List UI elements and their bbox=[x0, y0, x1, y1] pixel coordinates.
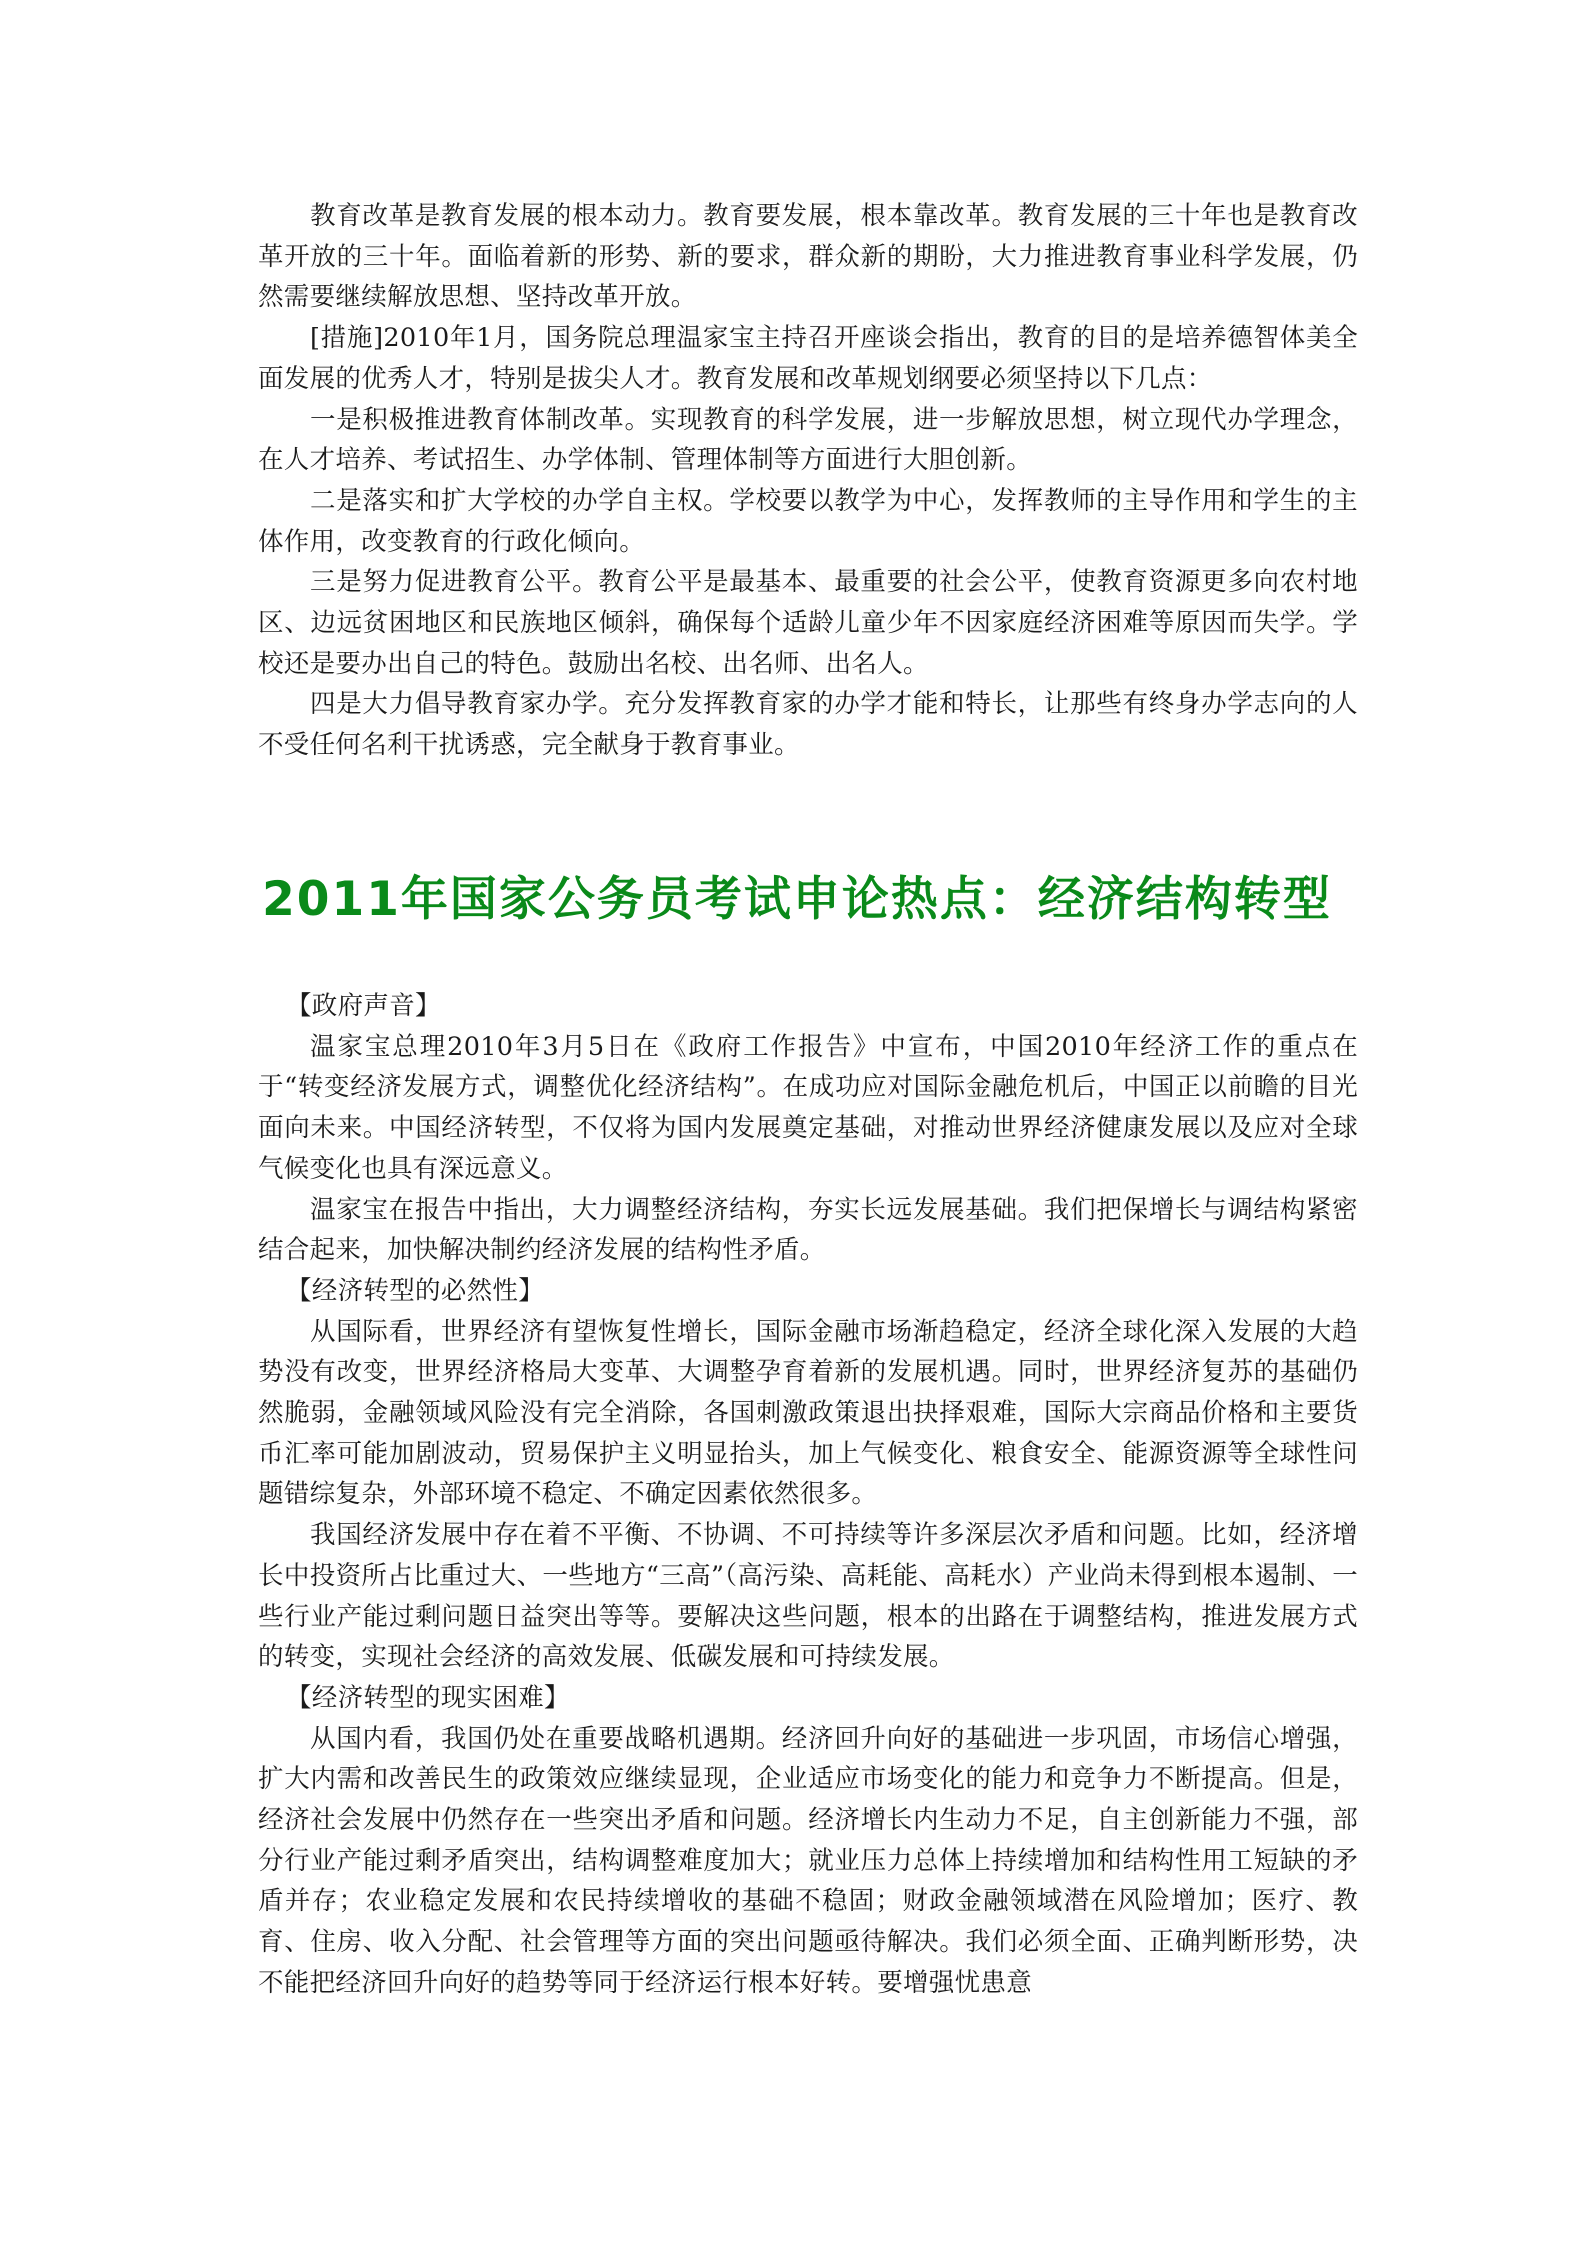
paragraph: [措施]2010年1月，国务院总理温家宝主持召开座谈会指出，教育的目的是培养德智体美全面发展的优秀人才，特别是拔尖人才。教育发展和改革规划纲要必须坚持以下几点： bbox=[258, 323, 1358, 394]
article-heading: 2011年国家公务员考试申论热点：经济结构转型 bbox=[262, 872, 1332, 927]
paragraph: 一是积极推进教育体制改革。实现教育的科学发展，进一步解放思想，树立现代办学理念，在人才培养、考试招生、办学体制、管理体制等方面进行大胆创新。 bbox=[258, 404, 1358, 476]
paragraph: 从国际看，世界经济有望恢复性增长，国际金融市场渐趋稳定，经济全球化深入发展的大趋势没有改变，世界经济格局大变革、大调整孕育着新的发展机遇。同时，世界经济复苏的基础仍然脆弱，金融领域风险没有完全消除，各国刺激政策退出抉择艰难，国际大宗商品价格和主要货币汇率可能加剧波动，贸易保护主义明显抬头，加上气候变化、粮食安全、能源资源等全球性问题错综复杂，外部环境不稳定、不确定因素依然很多。 bbox=[258, 1316, 1358, 1510]
section-label-government-voice: 【政府声音】 bbox=[286, 991, 441, 1021]
paragraph: 四是大力倡导教育家办学。充分发挥教育家的办学才能和特长，让那些有终身办学志向的人不受任何名利干扰诱惑，完全献身于教育事业。 bbox=[258, 689, 1358, 761]
paragraph: 温家宝在报告中指出，大力调整经济结构，夯实长远发展基础。我们把保增长与调结构紧密结合起来，加快解决制约经济发展的结构性矛盾。 bbox=[258, 1194, 1358, 1266]
paragraph: 温家宝总理2010年3月5日在《政府工作报告》中宣布，中国2010年经济工作的重点在于“转变经济发展方式，调整优化经济结构”。在成功应对国际金融危机后，中国正以前瞻的目光面向未来。中国经济转型，不仅将为国内发展奠定基础，对推动世界经济健康发展以及应对全球气候变化也具有深远意义。 bbox=[258, 1031, 1358, 1184]
economic-transition-section bbox=[258, 986, 1358, 2004]
paragraph: 三是努力促进教育公平。教育公平是最基本、最重要的社会公平，使教育资源更多向农村地区、边远贫困地区和民族地区倾斜，确保每个适龄儿童少年不因家庭经济困难等原因而失学。学校还是要办出自己的特色。鼓励出名校、出名师、出名人。 bbox=[258, 567, 1358, 679]
paragraph: 教育改革是教育发展的根本动力。教育要发展，根本靠改革。教育发展的三十年也是教育改革开放的三十年。面临着新的形势、新的要求，群众新的期盼，大力推进教育事业科学发展，仍然需要继续解放思想、坚持改革开放。 bbox=[258, 201, 1358, 313]
paragraph: 我国经济发展中存在着不平衡、不协调、不可持续等许多深层次矛盾和问题。比如，经济增长中投资所占比重过大、一些地方“三高”（高污染、高耗能、高耗水）产业尚未得到根本遏制、一些行业产能过剩问题日益突出等等。要解决这些问题，根本的出路在于调整结构，推进发展方式的转变，实现社会经济的高效发展、低碳发展和可持续发展。 bbox=[258, 1520, 1358, 1673]
paragraph: 二是落实和扩大学校的办学自主权。学校要以教学为中心，发挥教师的主导作用和学生的主体作用，改变教育的行政化倾向。 bbox=[258, 485, 1358, 557]
paragraph: 从国内看，我国仍处在重要战略机遇期。经济回升向好的基础进一步巩固，市场信心增强，扩大内需和改善民生的政策效应继续显现，企业适应市场变化的能力和竞争力不断提高。但是，经济社会发展中仍然存在一些突出矛盾和问题。经济增长内生动力不足，自主创新能力不强，部分行业产能过剩矛盾突出，结构调整难度加大；就业压力总体上持续增加和结构性用工短缺的矛盾并存；农业稳定发展和农民持续增收的基础不稳固；财政金融领域潜在风险增加；医疗、教育、住房、收入分配、社会管理等方面的突出问题亟待解决。我们必须全面、正确判断形势，决不能把经济回升向好的趋势等同于经济运行根本好转。要增强忧患意 bbox=[258, 1723, 1358, 1998]
section-label-necessity: 【经济转型的必然性】 bbox=[286, 1275, 545, 1306]
education-reform-section bbox=[258, 196, 1358, 766]
section-label-difficulty: 【经济转型的现实困难】 bbox=[286, 1682, 570, 1713]
